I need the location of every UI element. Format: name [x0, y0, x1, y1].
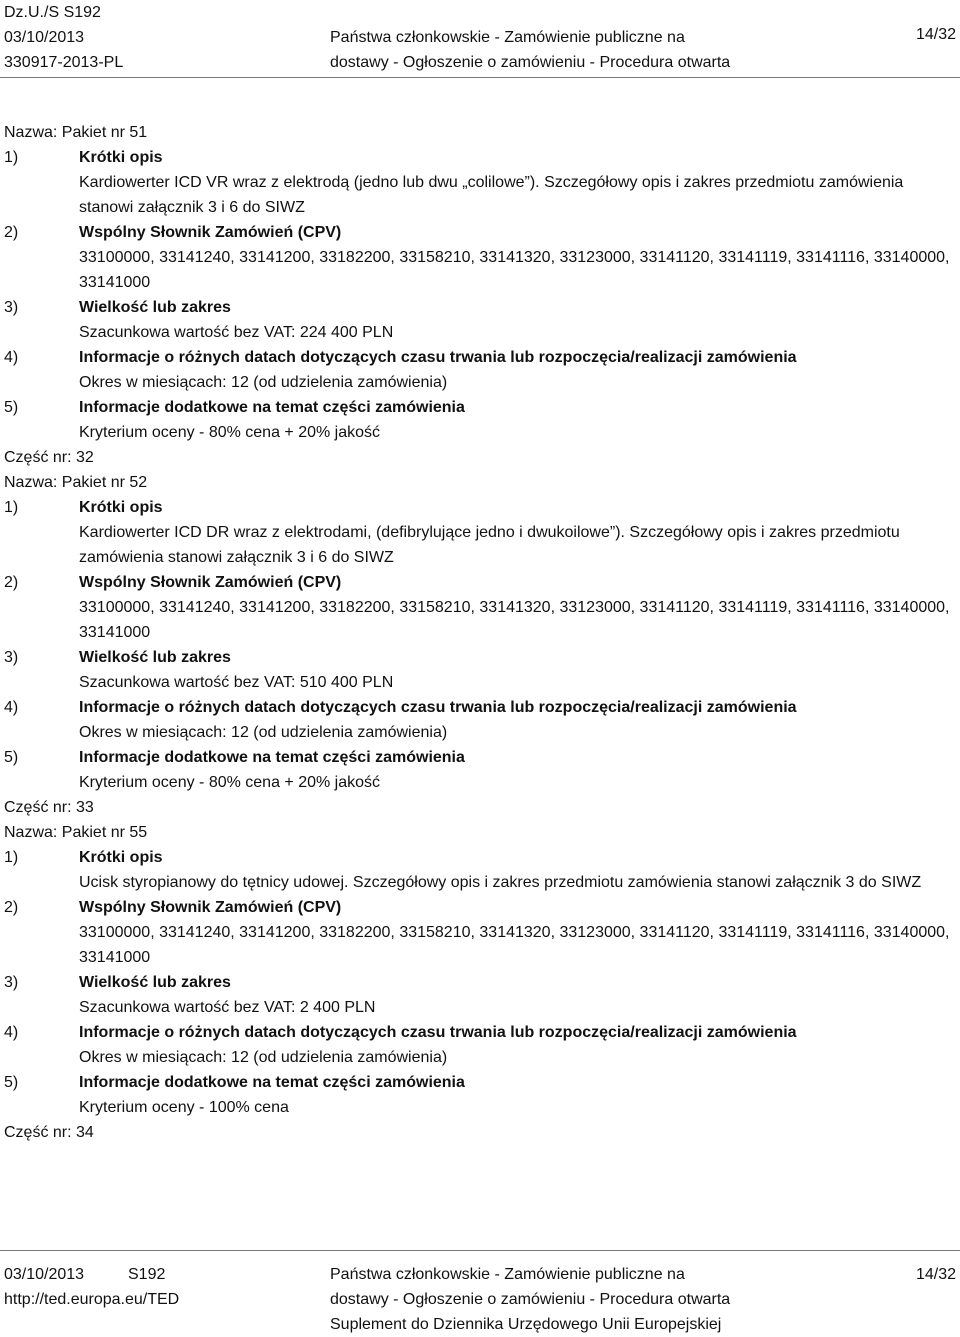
notice-number: 330917-2013-PL: [4, 54, 124, 71]
item-body: 33100000, 33141240, 33141200, 33182200, 33158210, 33141320, 33123000, 33141120, 33141119, 33141116, 33140000, 33141000: [79, 599, 950, 641]
item-body: Szacunkowa wartość bez VAT: 2 400 PLN: [79, 999, 376, 1016]
item-body: 33100000, 33141240, 33141200, 33182200, 33158210, 33141320, 33123000, 33141120, 33141119, 33141116, 33140000, 33141000: [79, 924, 950, 966]
item-number: 2): [4, 899, 19, 916]
item-number: 4): [4, 349, 19, 366]
footer-center: [330, 1262, 730, 1337]
lot-name: Nazwa: Pakiet nr 55: [4, 824, 148, 841]
footer-title-line1: Państwa członkowskie - Zamówienie publiczne na: [330, 1266, 685, 1283]
item-body: Kryterium oceny - 80% cena + 20% jakość: [79, 424, 381, 441]
item-number: 5): [4, 1074, 19, 1091]
item-body: Szacunkowa wartość bez VAT: 224 400 PLN: [79, 324, 394, 341]
header-left: [4, 0, 123, 75]
item-number: 3): [4, 299, 19, 316]
lot-item: [4, 145, 956, 220]
item-number: 4): [4, 699, 19, 716]
lot-number: Część nr: 34: [4, 1124, 94, 1141]
item-body: Okres w miesiącach: 12 (od udzielenia zamówienia): [79, 374, 448, 391]
item-body: Kardiowerter ICD DR wraz z elektrodami, (defibrylujące jedno i dwukoilowe”). Szczegółowy opis i zakres przedmiotu zamówienia stanowi załącznik 3 i 6 do SIWZ: [79, 524, 900, 566]
lot-item: [4, 1070, 956, 1120]
item-number: 3): [4, 649, 19, 666]
item-heading: Informacje o różnych datach dotyczących czasu trwania lub rozpoczęcia/realizacji zamówienia: [79, 1024, 797, 1041]
footer-title-line2: dostawy - Ogłoszenie o zamówieniu - Procedura otwarta: [330, 1291, 731, 1308]
document-body: [4, 120, 956, 1145]
lot-item: [4, 295, 956, 345]
header-title-line1: Państwa członkowskie - Zamówienie publiczne na: [330, 29, 685, 46]
item-number: 5): [4, 749, 19, 766]
lot-item: [4, 220, 956, 295]
item-number: 3): [4, 974, 19, 991]
item-number: 5): [4, 399, 19, 416]
footer-issue: S192: [128, 1266, 166, 1283]
item-heading: Wspólny Słownik Zamówień (CPV): [79, 899, 342, 916]
item-body: Okres w miesiącach: 12 (od udzielenia zamówienia): [79, 1049, 448, 1066]
item-number: 1): [4, 149, 19, 166]
lot-section: [4, 445, 956, 795]
item-heading: Krótki opis: [79, 849, 163, 866]
item-heading: Wspólny Słownik Zamówień (CPV): [79, 224, 342, 241]
item-number: 1): [4, 849, 19, 866]
item-heading: Informacje o różnych datach dotyczących czasu trwania lub rozpoczęcia/realizacji zamówienia: [79, 699, 797, 716]
header-date: 03/10/2013: [4, 29, 85, 46]
lot-item: [4, 345, 956, 395]
item-body: 33100000, 33141240, 33141200, 33182200, 33158210, 33141320, 33123000, 33141120, 33141119, 33141116, 33140000, 33141000: [79, 249, 950, 291]
lot-name: Nazwa: Pakiet nr 51: [4, 124, 148, 141]
footer-divider: [0, 1250, 960, 1251]
item-heading: Informacje dodatkowe na temat części zamówienia: [79, 1074, 465, 1091]
lot-item: [4, 745, 956, 795]
item-heading: Wielkość lub zakres: [79, 299, 231, 316]
lot-item: [4, 970, 956, 1020]
footer-title-line3: Suplement do Dziennika Urzędowego Unii Europejskiej: [330, 1316, 722, 1333]
footer-url-link[interactable]: http://ted.europa.eu/TED: [4, 1291, 180, 1308]
lot-item: [4, 1020, 956, 1070]
footer-left: [4, 1262, 179, 1312]
footer-date: 03/10/2013: [4, 1266, 85, 1283]
lot-item: [4, 845, 956, 895]
journal-reference: Dz.U./S S192: [4, 4, 101, 21]
lot-section: [4, 795, 956, 1120]
item-body: Kryterium oceny - 100% cena: [79, 1099, 289, 1116]
item-number: 2): [4, 224, 19, 241]
item-heading: Informacje o różnych datach dotyczących czasu trwania lub rozpoczęcia/realizacji zamówienia: [79, 349, 797, 366]
item-body: Kardiowerter ICD VR wraz z elektrodą (jedno lub dwu „colilowe”). Szczegółowy opis i zakres przedmiotu zamówienia stanowi załącznik 3 i 6 do SIWZ: [79, 174, 904, 216]
header-title-line2: dostawy - Ogłoszenie o zamówieniu - Procedura otwarta: [330, 54, 731, 71]
lot-name: Nazwa: Pakiet nr 52: [4, 474, 148, 491]
item-heading: Krótki opis: [79, 149, 163, 166]
page-header: [0, 0, 960, 70]
lot-item: [4, 495, 956, 570]
footer-page-number: 14/32: [915, 1266, 956, 1283]
lot-number: Część nr: 33: [4, 799, 94, 816]
header-center: [330, 0, 730, 75]
item-heading: Krótki opis: [79, 499, 163, 516]
item-body: Szacunkowa wartość bez VAT: 510 400 PLN: [79, 674, 394, 691]
lot-number: Część nr: 32: [4, 449, 94, 466]
item-heading: Wielkość lub zakres: [79, 974, 231, 991]
item-heading: Informacje dodatkowe na temat części zamówienia: [79, 399, 465, 416]
item-heading: Wielkość lub zakres: [79, 649, 231, 666]
lot-item: [4, 645, 956, 695]
lot-item: [4, 695, 956, 745]
item-body: Okres w miesiącach: 12 (od udzielenia zamówienia): [79, 724, 448, 741]
item-body: Ucisk styropianowy do tętnicy udowej. Szczegółowy opis i zakres przedmiotu zamówienia stanowi załącznik 3 do SIWZ: [79, 874, 922, 891]
lot-section: [4, 120, 956, 445]
lot-section: [4, 1120, 956, 1145]
lot-item: [4, 895, 956, 970]
lot-item: [4, 570, 956, 645]
item-number: 1): [4, 499, 19, 516]
item-number: 4): [4, 1024, 19, 1041]
lot-item: [4, 395, 956, 445]
header-page-number: 14/32: [915, 26, 956, 43]
item-heading: Informacje dodatkowe na temat części zamówienia: [79, 749, 465, 766]
header-divider: [0, 77, 960, 78]
lot-sections: [4, 120, 956, 1145]
item-number: 2): [4, 574, 19, 591]
item-heading: Wspólny Słownik Zamówień (CPV): [79, 574, 342, 591]
item-body: Kryterium oceny - 80% cena + 20% jakość: [79, 774, 381, 791]
